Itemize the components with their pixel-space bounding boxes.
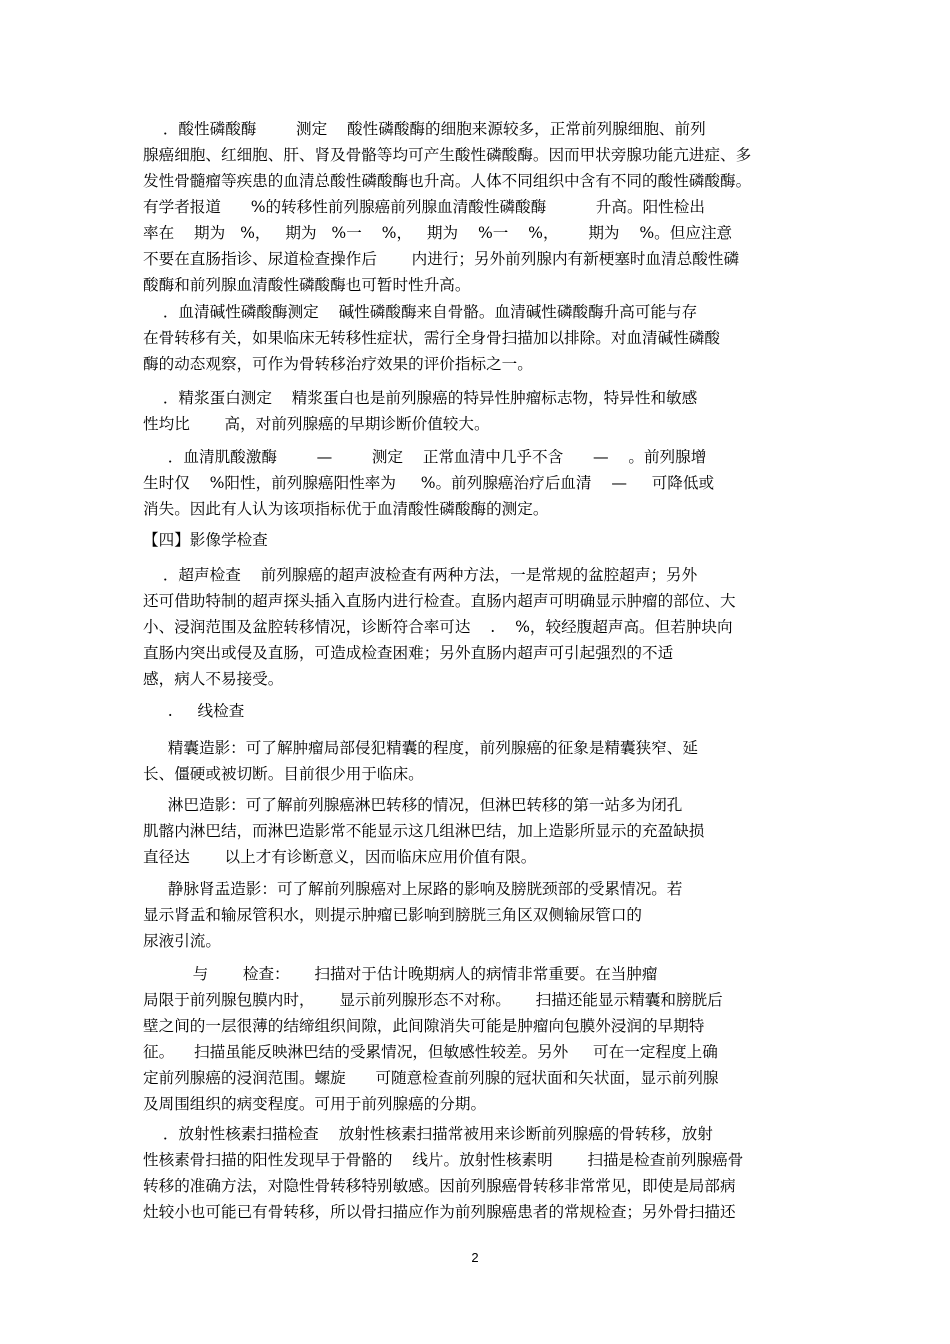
text-line: ．血清碱性磷酸酶测定 碱性磷酸酶来自骨骼。血清碱性磷酸酶升高可能与存 <box>143 303 698 321</box>
paragraph-creatine-kinase <box>143 444 807 522</box>
paragraph-ivp <box>143 876 807 954</box>
text-line: 尿液引流。 <box>143 932 221 950</box>
text-line: 征。 扫描虽能反映淋巴结的受累情况，但敏感性较差。另外 可在一定程度上确 <box>143 1043 718 1061</box>
text-line: 酶的动态观察，可作为骨转移治疗效果的评价指标之一。 <box>143 355 533 373</box>
text-line: 静脉肾盂造影：可了解前列腺癌对上尿路的影响及膀胱颈部的受累情况。若 <box>143 880 683 898</box>
text-line: 肌髂内淋巴结，而淋巴造影常不能显示这几组淋巴结，加上造影所显示的充盈缺损 <box>143 822 705 840</box>
text-line: ．精浆蛋白测定 精浆蛋白也是前列腺癌的特异性肿瘤标志物，特异性和敏感 <box>143 389 698 407</box>
text-line: 长、僵硬或被切断。目前很少用于临床。 <box>143 765 424 783</box>
text-line: 在骨转移有关，如果临床无转移性症状，需行全身骨扫描加以排除。对血清碱性磷酸 <box>143 329 720 347</box>
text-line: 率在 期为 %， 期为 %一 %， 期为 %一 %， 期为 %。但应注意 <box>143 224 733 242</box>
text-line: 小、浸润范围及盆腔转移情况，诊断符合率可达 . %，较经腹超声高。但若肿块向 <box>143 618 733 636</box>
text-line: 有学者报道 %的转移性前列腺癌前列腺血清酸性磷酸酶 升高。阳性检出 <box>143 198 705 216</box>
paragraph-alkaline-phosphatase <box>143 299 807 377</box>
text-line: 感，病人不易接受。 <box>143 670 284 688</box>
text-line: 淋巴造影：可了解前列腺癌淋巴转移的情况，但淋巴转移的第一站多为闭孔 <box>143 796 683 814</box>
paragraph-radionuclide <box>143 1121 807 1225</box>
text-line: . 线检查 <box>143 702 245 720</box>
text-line: 不要在直肠指诊、尿道检查操作后 内进行；另外前列腺内有新梗塞时血清总酸性磷 <box>143 250 740 268</box>
text-line: 转移的准确方法，对隐性骨转移特别敏感。因前列腺癌骨转移非常常见，即使是局部病 <box>143 1177 736 1195</box>
text-line: 发性骨髓瘤等疾患的血清总酸性磷酸酶也升高。人体不同组织中含有不同的酸性磷酸酶。 <box>143 172 752 190</box>
text-line: 腺癌细胞、红细胞、肝、肾及骨骼等均可产生酸性磷酸酶。因而甲状旁腺功能亢进症、多 <box>143 146 752 164</box>
text-line: ．放射性核素扫描检查 放射性核素扫描常被用来诊断前列腺癌的骨转移，放射 <box>143 1125 713 1143</box>
text-line: 酸酶和前列腺血清酸性磷酸酶也可暂时性升高。 <box>143 276 471 294</box>
text-line: 定前列腺癌的浸润范围。螺旋 可随意检查前列腺的冠状面和矢状面，显示前列腺 <box>143 1069 719 1087</box>
text-line: ．酸性磷酸酶 测定 酸性磷酸酶的细胞来源较多，正常前列腺细胞、前列 <box>143 120 706 138</box>
paragraph-seminal-vesiculography <box>143 735 807 787</box>
paragraph-ct-mri <box>143 961 807 1117</box>
text-line: 与 检查： 扫描对于估计晚期病人的病情非常重要。在当肿瘤 <box>143 965 658 983</box>
text-line: 直径达 以上才有诊断意义，因而临床应用价值有限。 <box>143 848 537 866</box>
text-line: 性均比 高，对前列腺癌的早期诊断价值较大。 <box>143 415 490 433</box>
text-line: 生时仅 %阳性，前列腺癌阳性率为 %。前列腺癌治疗后血清 — 可降低或 <box>143 474 715 492</box>
text-line: ．超声检查 前列腺癌的超声波检查有两种方法，一是常规的盆腔超声；另外 <box>143 566 698 584</box>
text-line: 显示肾盂和输尿管积水，则提示肿瘤已影响到膀胱三角区双侧输尿管口的 <box>143 906 643 924</box>
paragraph-xray <box>143 698 807 724</box>
text-line: 直肠内突出或侵及直肠，可造成检查困难；另外直肠内超声可引起强烈的不适 <box>143 644 674 662</box>
section-heading: 【四】影像学检查 <box>143 531 268 549</box>
paragraph-acid-phosphatase <box>143 116 807 298</box>
text-line: 还可借助特制的超声探头插入直肠内进行检查。直肠内超声可明确显示肿瘤的部位、大 <box>143 592 736 610</box>
page-number: 2 <box>471 1250 479 1265</box>
text-line: 精囊造影：可了解肿瘤局部侵犯精囊的程度，前列腺癌的征象是精囊狭窄、延 <box>143 739 698 757</box>
text-line: 性核素骨扫描的阳性发现早于骨骼的 线片。放射性核素明 扫描是检查前列腺癌骨 <box>143 1151 744 1169</box>
text-line: 局限于前列腺包膜内时， 显示前列腺形态不对称。 扫描还能显示精囊和膀胱后 <box>143 991 723 1009</box>
text-line: 壁之间的一层很薄的结缔组织间隙，此间隙消失可能是肿瘤向包膜外浸润的早期特 <box>143 1017 705 1035</box>
paragraph-seminal-protein <box>143 385 807 437</box>
text-line: 消失。因此有人认为该项指标优于血清酸性磷酸酶的测定。 <box>143 500 549 518</box>
paragraph-ultrasound <box>143 562 807 692</box>
text-line: 及周围组织的病变程度。可用于前列腺癌的分期。 <box>143 1095 487 1113</box>
paragraph-lymphography <box>143 792 807 870</box>
text-line: ．血清肌酸激酶 — 测定 正常血清中几乎不含 — 。前列腺增 <box>143 448 707 466</box>
text-line: 灶较小也可能已有骨转移，所以骨扫描应作为前列腺癌患者的常规检查；另外骨扫描还 <box>143 1203 736 1221</box>
